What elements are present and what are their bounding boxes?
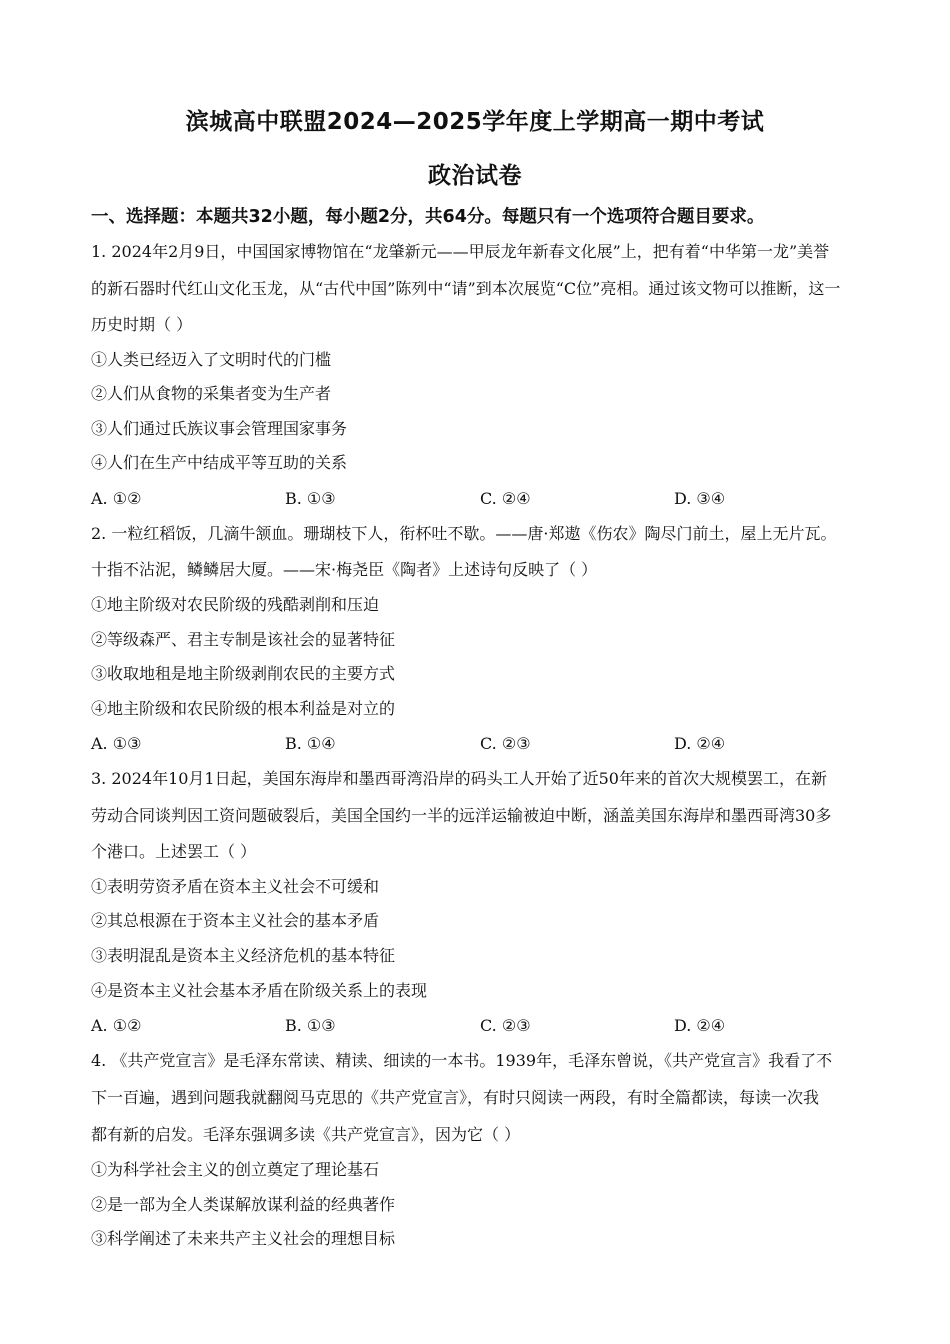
question-stem-line: 历史时期（ ） [91, 315, 193, 334]
statement: ③收取地租是地主阶级剥削农民的主要方式 [91, 664, 396, 683]
section-heading: 一、选择题：本题共32小题，每小题2分，共64分。每题只有一个选项符合题目要求。 [91, 207, 765, 227]
question-stem-line: 1. 2024年2月9日，中国国家博物馆在“龙肇新元——甲辰龙年新春文化展”上，把有着“中华第一龙”美誉 [91, 242, 830, 261]
option-d: D. ③④ [674, 489, 726, 508]
question-stem-line: 都有新的启发。毛泽东强调多读《共产党宣言》，因为它（ ） [91, 1125, 521, 1144]
option-a: A. ①② [91, 1016, 142, 1035]
question-stem-line: 4. 《共产党宣言》是毛泽东常读、精读、细读的一本书。1939年，毛泽东曾说，《共产党宣言》我看了不 [91, 1051, 833, 1070]
question-stem-line: 个港口。上述罢工（ ） [91, 842, 257, 861]
statement: ①表明劳资矛盾在资本主义社会不可缓和 [91, 877, 380, 896]
option-d: D. ②④ [674, 734, 726, 753]
statement: ③科学阐述了未来共产主义社会的理想目标 [91, 1229, 396, 1248]
option-b: B. ①③ [285, 1016, 336, 1035]
statement: ④人们在生产中结成平等互助的关系 [91, 453, 348, 472]
question-stem-line: 下一百遍，遇到问题我就翻阅马克思的《共产党宣言》，有时只阅读一两段，有时全篇都读，每读一次我 [91, 1088, 820, 1107]
option-c: C. ②③ [480, 1016, 531, 1035]
question-stem-line: 劳动合同谈判因工资问题破裂后，美国全国约一半的远洋运输被迫中断，涵盖美国东海岸和墨西哥湾30多 [91, 806, 832, 825]
statement: ③表明混乱是资本主义经济危机的基本特征 [91, 946, 396, 965]
statement: ②其总根源在于资本主义社会的基本矛盾 [91, 911, 380, 930]
option-a: A. ①② [91, 489, 142, 508]
question-stem-line: 3. 2024年10月1日起，美国东海岸和墨西哥湾沿岸的码头工人开始了近50年来的首次大规模罢工，在新 [91, 769, 827, 788]
page-subtitle: 政治试卷 [428, 163, 522, 189]
option-b: B. ①④ [285, 734, 336, 753]
statement: ①人类已经迈入了文明时代的门槛 [91, 350, 332, 369]
question-stem-line: 的新石器时代红山文化玉龙，从“古代中国”陈列中“请”到本次展览“C位”亮相。通过该文物可以推断，这一 [91, 279, 841, 298]
option-b: B. ①③ [285, 489, 336, 508]
question-stem-line: 2. 一粒红稻饭，几滴牛颔血。珊瑚枝下人，衔杯吐不歇。——唐·郑遨《伤农》陶尽门前土，屋上无片瓦。 [91, 524, 837, 543]
statement: ②是一部为全人类谋解放谋利益的经典著作 [91, 1195, 396, 1214]
statement: ②人们从食物的采集者变为生产者 [91, 384, 332, 403]
statement: ①为科学社会主义的创立奠定了理论基石 [91, 1160, 380, 1179]
option-c: C. ②④ [480, 489, 531, 508]
option-a: A. ①③ [91, 734, 142, 753]
statement: ②等级森严、君主专制是该社会的显著特征 [91, 630, 396, 649]
option-c: C. ②③ [480, 734, 531, 753]
statement: ③人们通过氏族议事会管理国家事务 [91, 419, 348, 438]
statement: ④是资本主义社会基本矛盾在阶级关系上的表现 [91, 981, 428, 1000]
page-title: 滨城高中联盟2024—2025学年度上学期高一期中考试 [185, 109, 765, 135]
statement: ④地主阶级和农民阶级的根本利益是对立的 [91, 699, 396, 718]
statement: ①地主阶级对农民阶级的残酷剥削和压迫 [91, 595, 380, 614]
question-stem-line: 十指不沾泥，鳞鳞居大厦。——宋·梅尧臣《陶者》上述诗句反映了（ ） [91, 560, 598, 579]
option-d: D. ②④ [674, 1016, 726, 1035]
